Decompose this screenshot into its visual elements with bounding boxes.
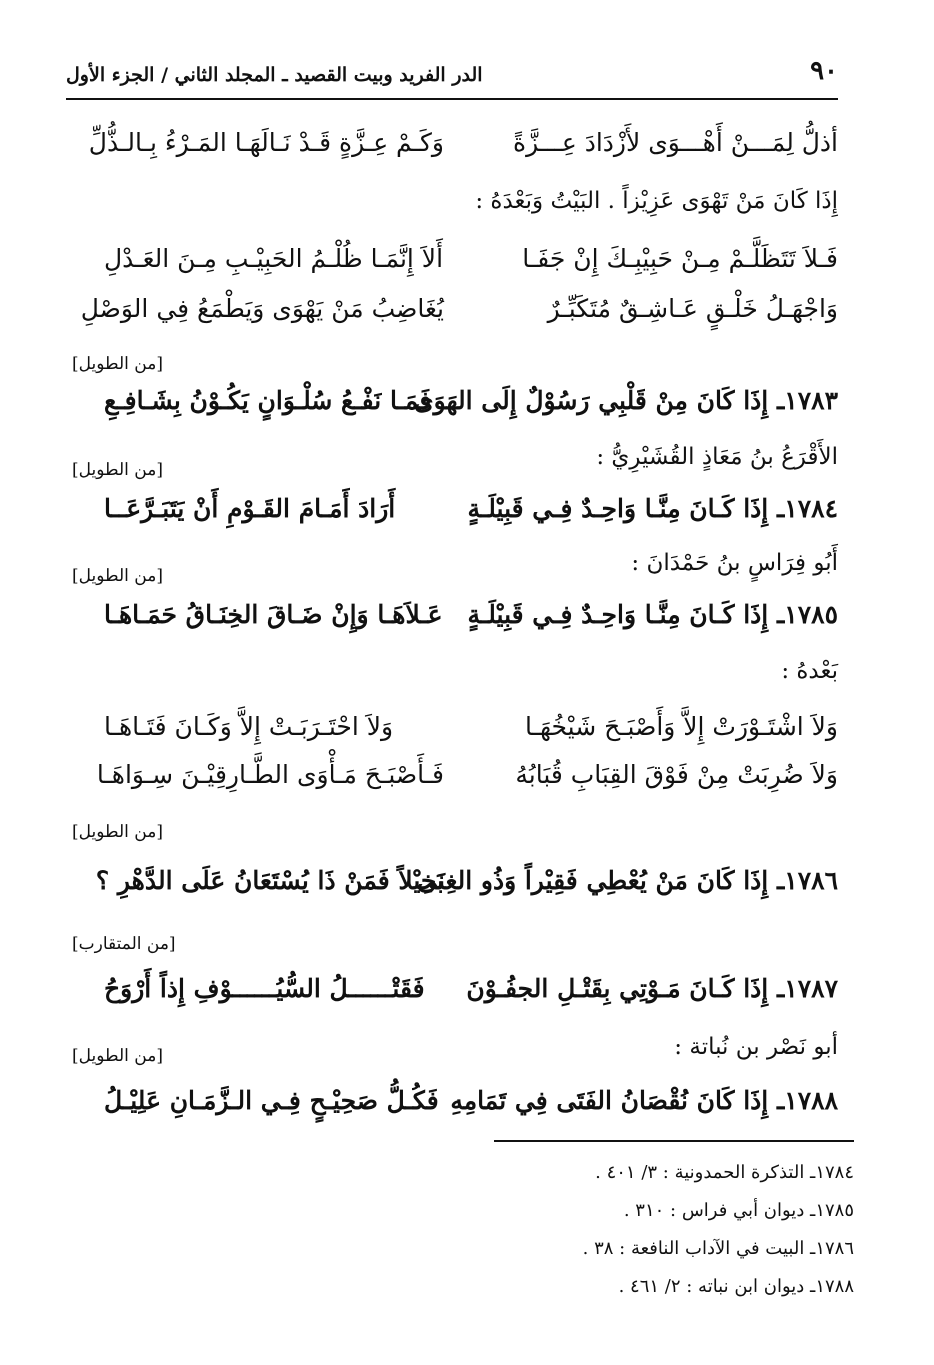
verse-hemistich-first: فَـلاَ تَتَظَلَّـمْ مِـنْ حَبِيْبِـكَ إِنْ جَفَـا [522, 244, 838, 273]
footnote-rule [494, 1140, 854, 1142]
page-number: ٩٠ [810, 56, 838, 86]
header-rule [66, 98, 838, 100]
verse-1783-first: ١٧٨٣ـ إِذَا كَانَ مِنْ قَلْبِي رَسُوْلٌ إِلَى الهَوَى [414, 386, 838, 415]
verse-hemistich-second: وَكَـمْ عِـزَّةٍ قَـدْ نَـالَهَـا المَـرْءُ بِـالـذُّلِّ [88, 128, 444, 157]
verse-hemistich-first: وَلاَ اشْتَـوْرَتْ إِلاَّ وَأَصْبَـحَ شَيْخُهَـا [525, 712, 838, 741]
poet-name: أَبُو فِرَاسٍ بنُ حَمْدَانَ : [631, 550, 838, 576]
meter-label: [من الطويل] [72, 460, 163, 480]
verse-hemistich-second: فَـأَصْبَـحَ مَـأْوَى الطَّـارِقِيْـنَ سِـوَاهَـا [96, 760, 444, 789]
verse-1788-first: ١٧٨٨ـ إِذَا كَانَ نُقْصَانُ الفَتَى فِي تَمَامِهِ [450, 1086, 838, 1115]
meter-label: [من المتقارب] [72, 934, 176, 954]
running-header [66, 56, 838, 96]
verse-1784-first: ١٧٨٤ـ إِذَا كَـانَ مِنَّـا وَاحِـدٌ فِـي قَبِيْلَـةٍ [467, 494, 838, 523]
meter-label: [من الطويل] [72, 354, 163, 374]
poet-name: الأَقْرَعُ بنُ مَعَاذٍ القُشَيْرِيُّ : [596, 444, 838, 470]
meter-label: [من الطويل] [72, 1046, 163, 1066]
verse-hemistich-first: وَلاَ ضُرِبَتْ مِنْ فَوْقَ القِبَابِ قُبَابُهُ [515, 760, 838, 789]
footnote: ١٧٨٦ـ البيت في الآداب النافعة : ٣٨ . [582, 1238, 854, 1259]
verse-hemistich-first: أذلُّ لِمَـــنْ أَهْـــوَى لأَزْدَادَ عِـــزَّةً [512, 128, 838, 157]
verse-1787-first: ١٧٨٧ـ إِذَا كَـانَ مَـوْتِي بِقَتْـلِ الجفُـوْنَ [466, 974, 838, 1003]
verse-1784-second: أَرَادَ أَمَـامَ القَـوْمِ أَنْ يَتَبَـرَّعَــا [104, 494, 396, 523]
verse-1788-second: فَكُـلُّ صَحِيْـحٍ فِـي الـزَّمَـانِ عَلِيْـلُ [104, 1086, 439, 1115]
commentary-line: بَعْدهُ : [781, 658, 838, 684]
verse-1783-second: فَمَـا نَفْـعُ سُلْـوَانٍ يَكُـوْنُ بِشَـافِـعِ [104, 386, 432, 415]
verse-hemistich-second: أَلاَ إِنَّمَـا ظُلْـمُ الحَبِيْـبِ مِـنَ العَـدْلِ [104, 244, 444, 273]
verse-1786-second: بَخِيْلاً فَمَنْ ذَا يُسْتَعَانُ عَلَى الدَّهْرِ ؟ [95, 866, 444, 895]
footnote: ١٧٨٥ـ ديوان أبي فراس : ٣١٠ . [623, 1200, 854, 1221]
verse-hemistich-second: وَلاَ احْتَـرَبَـتْ إِلاَّ وَكَـانَ فَتَـاهَـا [104, 712, 394, 741]
meter-label: [من الطويل] [72, 822, 163, 842]
footnote: ١٧٨٨ـ ديوان ابن نباته : ٢/ ٤٦١ . [618, 1276, 854, 1297]
verse-1785-second: عَـلاَهَـا وَإِنْ ضَـاقَ الخِنَـاقُ حَمَـاهَـا [104, 600, 443, 629]
running-title: الدر الفريد وبيت القصيد ـ المجلد الثاني / الجزء الأول [66, 64, 483, 86]
verse-hemistich-second: يُغَاضِبُ مَنْ يَهْوَى وَيَطْمَعُ فِي الوَصْلِ [80, 294, 444, 323]
meter-label: [من الطويل] [72, 566, 163, 586]
footnote: ١٧٨٤ـ التذكرة الحمدونية : ٣/ ٤٠١ . [595, 1162, 854, 1183]
poet-name: أبو نَصْر بن نُباتة : [674, 1034, 838, 1060]
verse-1785-first: ١٧٨٥ـ إِذَا كَـانَ مِنَّـا وَاحِـدٌ فِـي قَبِيْلَـةٍ [467, 600, 838, 629]
verse-1787-second: فَقَتْــــــلُ السُّيُــــــوْفِ إِذاً أَرْوَحُ [104, 974, 425, 1003]
verse-hemistich-first: وَاجْهَـلُ خَلْـقٍ عَـاشِـقٌ مُتَكَبِّـرٌ [547, 294, 838, 323]
commentary-line: إِذَا كَانَ مَنْ تَهْوَى عَزِيْزاً . البَيْتُ وَبَعْدَهُ : [475, 188, 838, 214]
verse-1786-first: ١٧٨٦ـ إِذَا كَانَ مَنْ يُعْطِي فَقِيْراً وَذُو الغِنَى [417, 866, 838, 895]
